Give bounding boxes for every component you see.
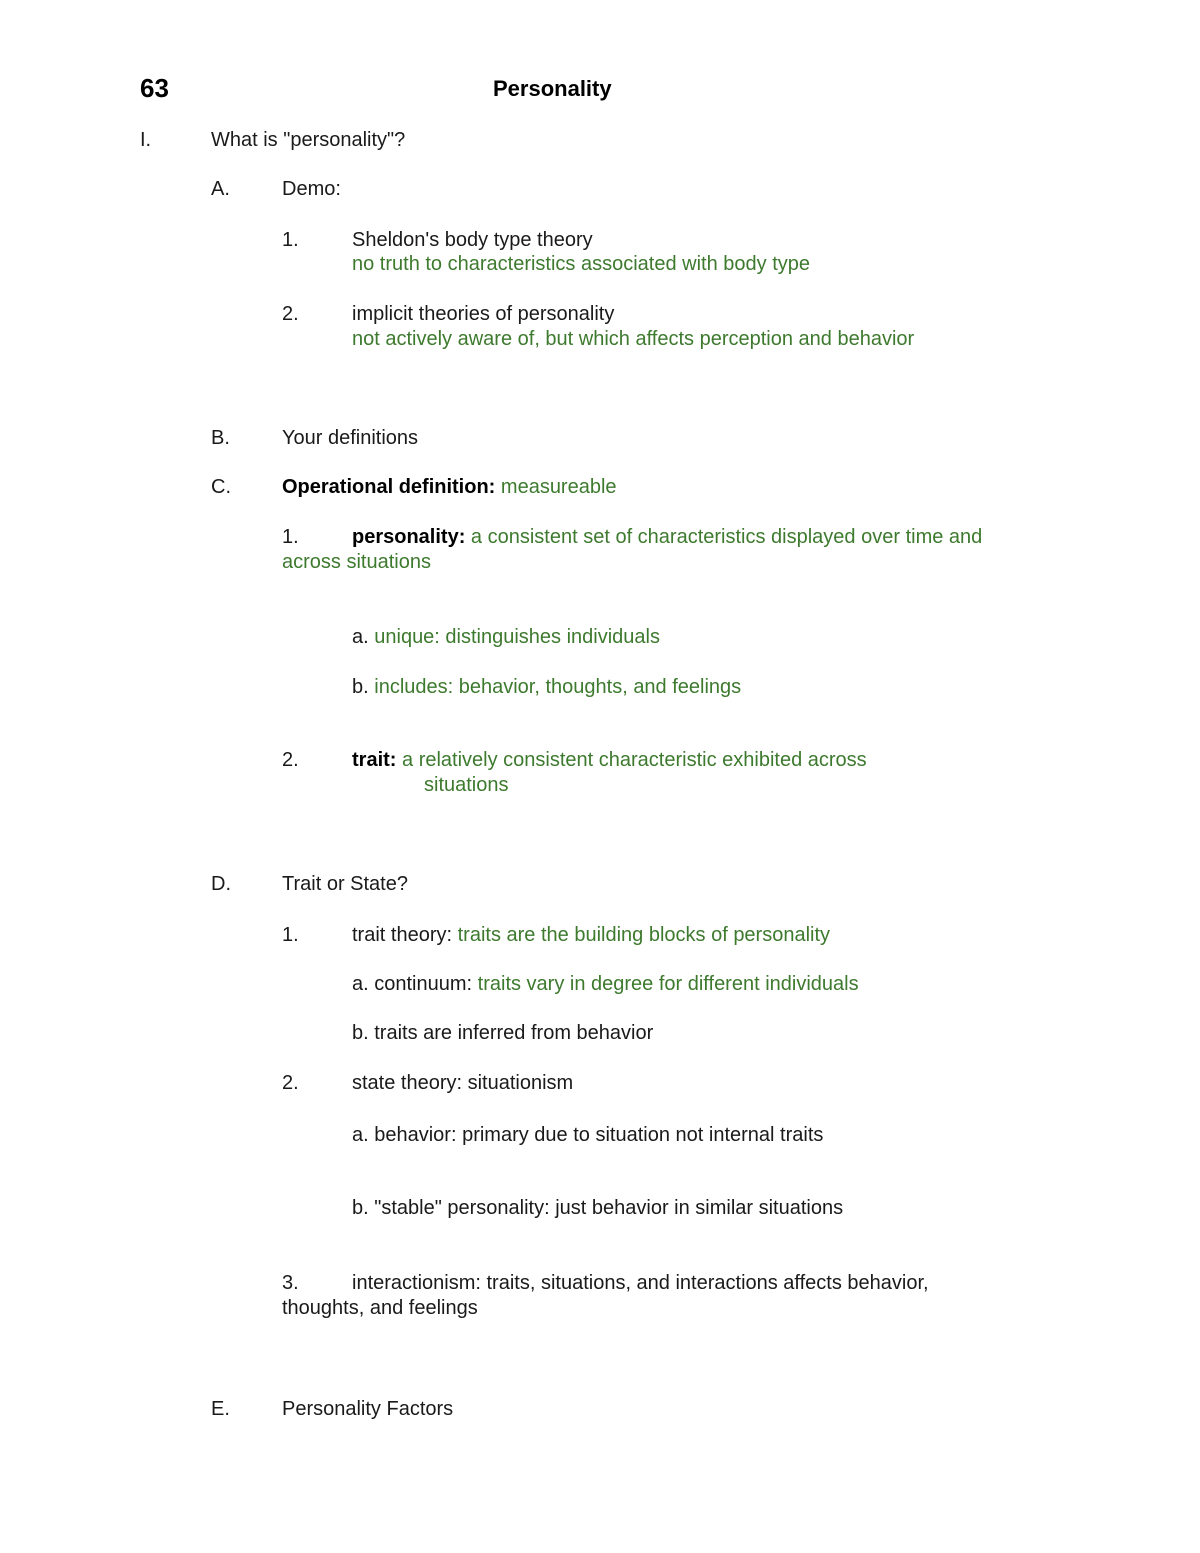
demo-item-1-note: no truth to characteristics associated with body type <box>352 253 811 275</box>
d-item-3-num: 3. <box>282 1272 299 1294</box>
section-e-heading: Personality Factors <box>282 1398 454 1420</box>
trait-theory-label: trait theory: <box>352 924 453 946</box>
d-item-3-line1: interactionism: traits, situations, and interactions affects behavior, <box>352 1272 929 1294</box>
d-item-1b <box>352 1021 653 1046</box>
d-item-2a <box>352 1123 823 1148</box>
d-item-1-text <box>352 923 830 948</box>
operational-definition-term: Operational definition: <box>282 476 496 498</box>
demo-item-1-text: Sheldon's body type theory <box>352 229 593 251</box>
c-item-1-num: 1. <box>282 526 299 548</box>
section-c-heading <box>282 475 617 500</box>
section-a-heading: Demo: <box>282 178 341 200</box>
section-c-marker: C. <box>211 476 231 498</box>
c-item-1a-label: a. <box>352 626 369 648</box>
c-item-1a-text: unique: distinguishes individuals <box>374 626 660 648</box>
demo-item-2-text: implicit theories of personality <box>352 303 615 325</box>
demo-item-2-note: not actively aware of, but which affects perception and behavior <box>352 328 915 350</box>
personality-definition-cont: across situations <box>282 551 431 573</box>
c-item-1-line1 <box>352 525 982 550</box>
demo-item-2-num: 2. <box>282 303 299 325</box>
d-item-3-line2: thoughts, and feelings <box>282 1297 478 1319</box>
trait-term: trait: <box>352 749 397 771</box>
section-i-heading: What is "personality"? <box>211 129 406 151</box>
section-e-marker: E. <box>211 1398 230 1420</box>
d-item-2a-label: a. <box>352 1124 369 1146</box>
d-item-2a-text: behavior: primary due to situation not internal traits <box>374 1124 824 1146</box>
c-item-2-line1 <box>352 748 867 773</box>
personality-definition: a consistent set of characteristics displayed over time and <box>470 526 983 548</box>
d-item-2b-label: b. <box>352 1197 369 1219</box>
demo-item-1-num: 1. <box>282 229 299 251</box>
d-item-1b-text: traits are inferred from behavior <box>374 1022 654 1044</box>
trait-definition: a relatively consistent characteristic exhibited across <box>402 749 867 771</box>
c-item-1a <box>352 625 660 650</box>
section-b-heading: Your definitions <box>282 427 419 449</box>
c-item-1b <box>352 675 741 700</box>
trait-definition-cont: situations <box>424 774 509 796</box>
trait-theory-note: traits are the building blocks of personality <box>457 924 831 946</box>
section-i-marker: I. <box>140 129 152 151</box>
continuum-term: continuum: <box>374 973 473 995</box>
continuum-note: traits vary in degree for different individuals <box>477 973 859 995</box>
section-d-heading: Trait or State? <box>282 873 408 895</box>
d-item-1a-label: a. <box>352 973 369 995</box>
section-d-marker: D. <box>211 873 231 895</box>
operational-definition-note: measureable <box>500 476 617 498</box>
section-b-marker: B. <box>211 427 230 449</box>
personality-term: personality: <box>352 526 466 548</box>
section-a-marker: A. <box>211 178 230 200</box>
page-title: Personality <box>493 76 612 101</box>
d-item-2-text: state theory: situationism <box>352 1072 574 1094</box>
c-item-2-num: 2. <box>282 749 299 771</box>
d-item-1a <box>352 972 859 997</box>
page-number: 63 <box>140 73 169 103</box>
d-item-2b-text: "stable" personality: just behavior in similar situations <box>374 1197 844 1219</box>
c-item-1b-label: b. <box>352 676 369 698</box>
c-item-1b-text: includes: behavior, thoughts, and feelings <box>374 676 742 698</box>
d-item-2-num: 2. <box>282 1072 299 1094</box>
d-item-1-num: 1. <box>282 924 299 946</box>
d-item-2b <box>352 1196 843 1221</box>
d-item-1b-label: b. <box>352 1022 369 1044</box>
